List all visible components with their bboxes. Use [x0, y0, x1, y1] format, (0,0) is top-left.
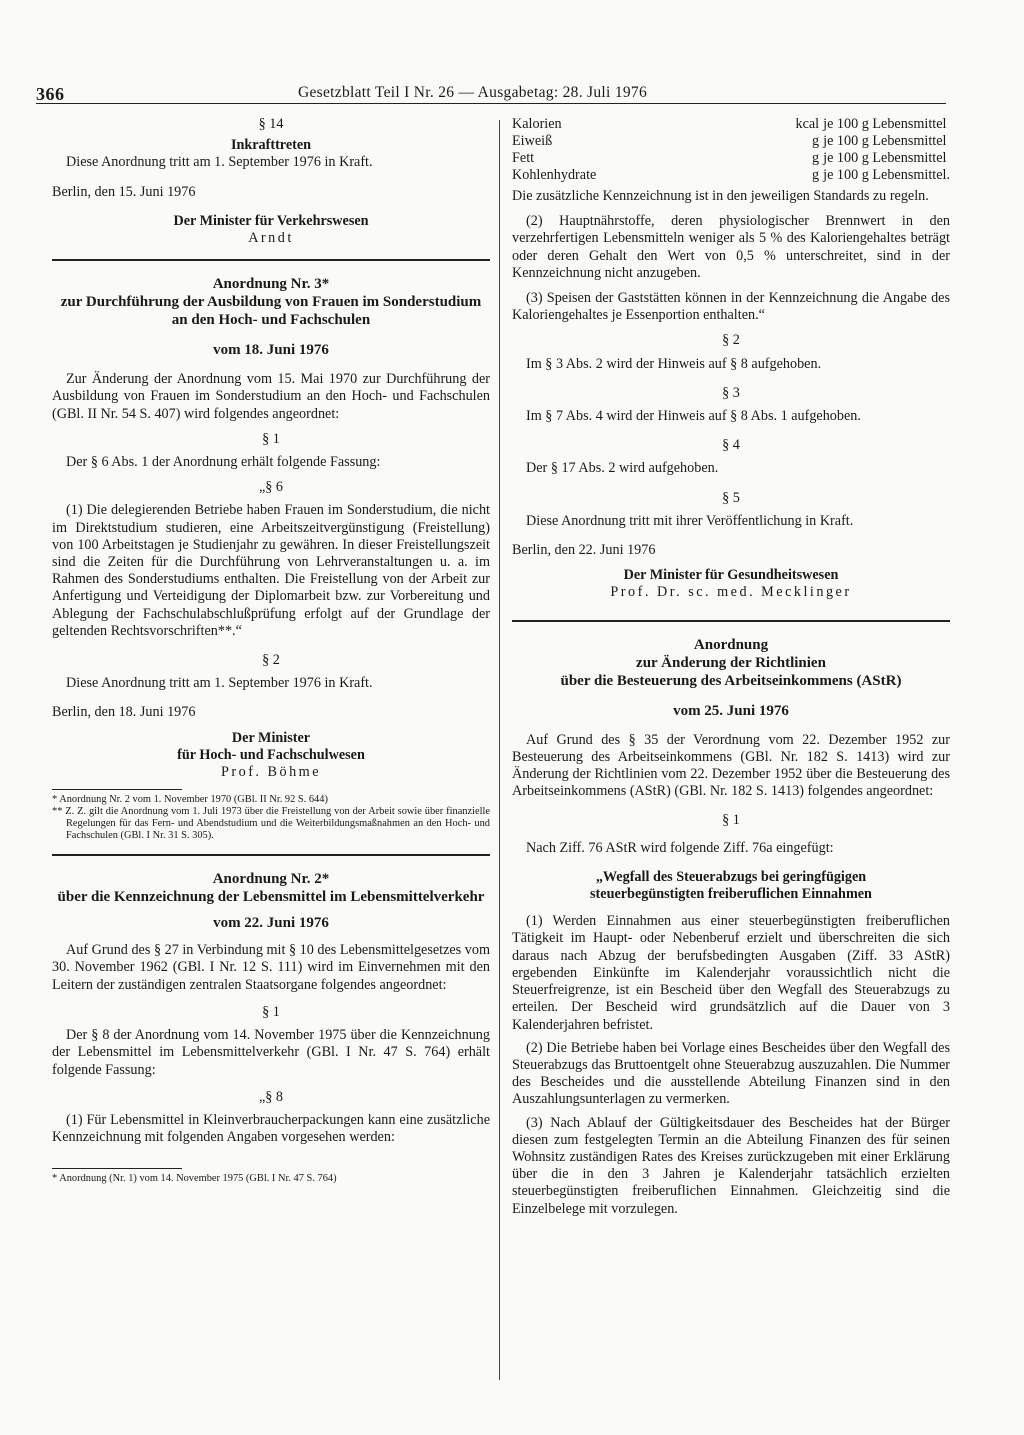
footnote: ** Z. Z. gilt die Anordnung vom 1. Juli 1973 über die Freistellung von der Arbeit sowie über finanzielle Regelungen für das Fern- und Abendstudium und die Weiterbildungsmaßnahmen an den Hoch- und Fachschulen (GBl. I Nr. 31 S. 305).: [52, 806, 490, 842]
section-label: § 2: [722, 332, 740, 349]
ordinance-heading: Anordnung Nr. 3*: [212, 276, 330, 293]
left-column: [52, 116, 490, 1185]
signer-title: Der Minister für Verkehrswesen: [173, 212, 369, 229]
nutrient-unit: g: [812, 150, 820, 166]
signer-name: Arndt: [248, 230, 294, 247]
ordinance-subheading: zur Änderung der Richtlinien: [636, 654, 826, 671]
running-header: Gesetzblatt Teil I Nr. 26 — Ausgabetag: 28. Juli 1976: [298, 84, 648, 101]
paragraph: Im § 7 Abs. 4 wird der Hinweis auf § 8 Abs. 1 aufgehoben.: [526, 408, 861, 425]
paragraph: Diese Anordnung tritt mit ihrer Veröffentlichung in Kraft.: [526, 512, 854, 529]
place-date: Berlin, den 22. Juni 1976: [512, 542, 656, 559]
ordinance-subheading: zur Durchführung der Ausbildung von Frauen im Sonderstudium an den Hoch- und Fachschulen: [60, 294, 482, 329]
ordinance-date: vom 25. Juni 1976: [673, 702, 789, 719]
nutrient-unit: g: [812, 167, 820, 183]
signer-name: Prof. Dr. sc. med. Mecklinger: [610, 584, 852, 601]
footnote: * Anordnung Nr. 2 vom 1. November 1970 (GBl. II Nr. 92 S. 644): [52, 794, 328, 806]
paragraph: (2) Die Betriebe haben bei Vorlage eines Bescheides über den Wegfall des Steuerabzugs das Bruttoentgelt ohne Steuerabzug auszuzahlen. Die Nummer des Bescheides und die ausstellende Abteilung Finanzen sind in den Auszahlungsunterlagen zu vermerken.: [512, 1039, 950, 1108]
section-label: § 14: [258, 116, 284, 132]
nutrient-unit: g: [812, 133, 820, 149]
paragraph: Auf Grund des § 35 der Verordnung vom 22. Dezember 1952 zur Besteuerung des Arbeitseinkommens (GBl. Nr. 182 S. 1413) wird zur Änderung der Richtlinien vom 22. Dezember 1952 über die Besteuerung des Arbeitseinkommens (AStR) (GBl. Nr. 182 S. 1413) folgendes angeordnet:: [512, 731, 950, 800]
paragraph: Der § 8 der Anordnung vom 14. November 1975 über die Kennzeichnung der Lebensmittel im Lebensmittelverkehr (GBl. I Nr. 47 S. 764) erhält folgende Fassung:: [52, 1027, 490, 1078]
section-label: § 2: [262, 652, 280, 669]
section-label: § 1: [262, 1003, 280, 1020]
section-label: § 1: [722, 812, 740, 829]
nutrient-name: Eiweiß: [512, 133, 553, 149]
section-label: „§ 6: [258, 479, 284, 496]
section-label: § 3: [722, 384, 740, 401]
signer-title: Der Minister für Gesundheitswesen: [623, 567, 839, 584]
paragraph: (3) Nach Ablauf der Gültigkeitsdauer des Bescheides hat der Bürger diesen zum festgelegten Termin an die Abteilung Finanzen des für seinen Wohnsitz zuständigen Rates des Kreises zurückzugeben mit einer Erklärung über die in den 3 Jahren je Kalenderjahr tatsächlich erzielten steuerbegünstigten freiberuflichen Einnahmen. Gleichzeitig sind die Einzelbelege mit vorzulegen.: [512, 1114, 950, 1217]
place-date: Berlin, den 18. Juni 1976: [52, 704, 196, 721]
ordinance-subheading: über die Kennzeichnung der Lebensmittel im Lebensmittelverkehr: [57, 889, 485, 906]
paragraph: Diese Anordnung tritt am 1. September 1976 in Kraft.: [66, 675, 373, 692]
column-divider: [499, 120, 500, 1380]
paragraph: Diese Anordnung tritt am 1. September 1976 in Kraft.: [66, 154, 373, 171]
paragraph: Der § 17 Abs. 2 wird aufgehoben.: [526, 460, 719, 477]
paragraph: (3) Speisen der Gaststätten können in der Kennzeichnung die Angabe des Kaloriengehaltes je Essenportion enthalten.“: [512, 290, 950, 324]
signer-name: Prof. Böhme: [220, 764, 321, 781]
paragraph: Im § 3 Abs. 2 wird der Hinweis auf § 8 aufgehoben.: [526, 355, 822, 372]
nutrient-row: [512, 150, 950, 167]
nutrient-row: [512, 133, 950, 150]
signer-title: Der Minister: [231, 729, 311, 746]
section-rule: [52, 259, 490, 261]
nutrient-name: Fett: [512, 150, 535, 166]
paragraph: (1) Die delegierenden Betriebe haben Frauen im Sonderstudium, die nicht im Direktstudium studieren, eine Arbeitszeitvergünstigung (Freistellung) von 100 Arbeitstagen je Studienjahr zu gewähren. In dieser Freistellungszeit sind die Zeiten für die Durchführung von Lehrveranstaltungen u. a. im Rahmen des Sonderstudiums enthalten. Die Freistellung von der Arbeit zur Anfertigung und Verteidigung der Diplomarbeit bzw. zur Vorbereitung und Ablegung der Fachschulabschlußprüfung erfolgt auf der Grundlage der geltenden Rechtsvorschriften**.“: [52, 502, 490, 639]
nutrient-row: [512, 167, 950, 184]
ordinance-date: vom 22. Juni 1976: [213, 915, 329, 932]
nutrient-row: [512, 116, 950, 133]
nutrient-table: [512, 116, 950, 184]
section-rule: [512, 620, 950, 622]
nutrient-basis: je 100 g Lebensmittel: [823, 116, 947, 132]
paragraph: (1) Für Lebensmittel in Kleinverbraucherpackungen kann eine zusätzliche Kennzeichnung mit folgenden Angaben vorgesehen werden:: [52, 1111, 490, 1146]
section-label: § 5: [722, 489, 740, 506]
page-number: 366: [36, 84, 65, 104]
nutrient-basis: je 100 g Lebensmittel: [823, 133, 947, 149]
paragraph: (2) Hauptnährstoffe, deren physiologischer Brennwert in den verzehrfertigen Lebensmitteln weniger als 5 % des Kaloriengehaltes beträgt oder deren Gehalt den Wert von 0,5 % unterschreitet, sind in der Kennzeichnung nicht anzugeben.: [512, 213, 950, 281]
section-label: § 1: [262, 430, 280, 447]
paragraph: Der § 6 Abs. 1 der Anordnung erhält folgende Fassung:: [66, 454, 381, 471]
footnote-rule: [52, 1168, 182, 1169]
nutrient-name: Kohlenhydrate: [512, 167, 597, 183]
paragraph: (1) Werden Einnahmen aus einer steuerbegünstigten freiberuflichen Tätigkeit im Haupt- oder Nebenberuf erzielt und überschreiten die sich daraus nach Abzug der berufsbedingten Ausgaben (Ziff. 33 AStR) ergebenden Einkünfte im Kalenderjahr voraussichtlich nicht die Steuerfreigrenze, ist ein Bescheid über den Wegfall des Steuerabzugs zu erteilen. Der Bescheid wird grundsätzlich auf die Dauer von 3 Kalenderjahren befristet.: [512, 913, 950, 1033]
footnote-rule: [52, 789, 182, 790]
nutrient-basis: je 100 g Lebensmittel.: [823, 167, 950, 183]
ordinance-heading: Anordnung Nr. 2*: [212, 871, 330, 888]
signer-title: für Hoch- und Fachschulwesen: [177, 746, 365, 763]
nutrient-basis: je 100 g Lebensmittel: [823, 150, 947, 166]
section-title: Inkrafttreten: [230, 137, 312, 154]
paragraph: Auf Grund des § 27 in Verbindung mit § 10 des Lebensmittelgesetzes vom 30. November 1962 (GBl. I Nr. 12 S. 111) wird im Einvernehmen mit den Leitern der zuständigen zentralen Staatsorgane folgendes angeordnet:: [52, 942, 490, 993]
section-label: „§ 8: [258, 1088, 284, 1105]
footnote: * Anordnung (Nr. 1) vom 14. November 1975 (GBl. I Nr. 47 S. 764): [52, 1173, 337, 1185]
section-rule: [52, 854, 490, 856]
paragraph: Nach Ziff. 76 AStR wird folgende Ziff. 76a eingefügt:: [526, 839, 834, 856]
paragraph: Die zusätzliche Kennzeichnung ist in den jeweiligen Standards zu regeln.: [512, 188, 929, 204]
nutrient-name: Kalorien: [512, 116, 562, 132]
header-rule: [36, 103, 946, 104]
paragraph: Zur Änderung der Anordnung vom 15. Mai 1970 zur Durchführung der Ausbildung von Frauen im Sonderstudium an den Hoch- und Fachschulen (GBl. II Nr. 54 S. 407) wird folgendes angeordnet:: [52, 371, 490, 422]
section-label: § 4: [722, 437, 740, 454]
place-date: Berlin, den 15. Juni 1976: [52, 183, 196, 200]
nutrient-unit: kcal: [795, 116, 820, 132]
ordinance-heading: Anordnung: [693, 636, 769, 653]
quote-title: „Wegfall des Steuerabzugs bei geringfügigen steuerbegünstigten freiberuflichen Einnahmen: [590, 868, 872, 903]
right-column: [512, 116, 950, 1218]
ordinance-date: vom 18. Juni 1976: [213, 342, 329, 359]
ordinance-subheading: über die Besteuerung des Arbeitseinkommens (AStR): [560, 672, 902, 689]
